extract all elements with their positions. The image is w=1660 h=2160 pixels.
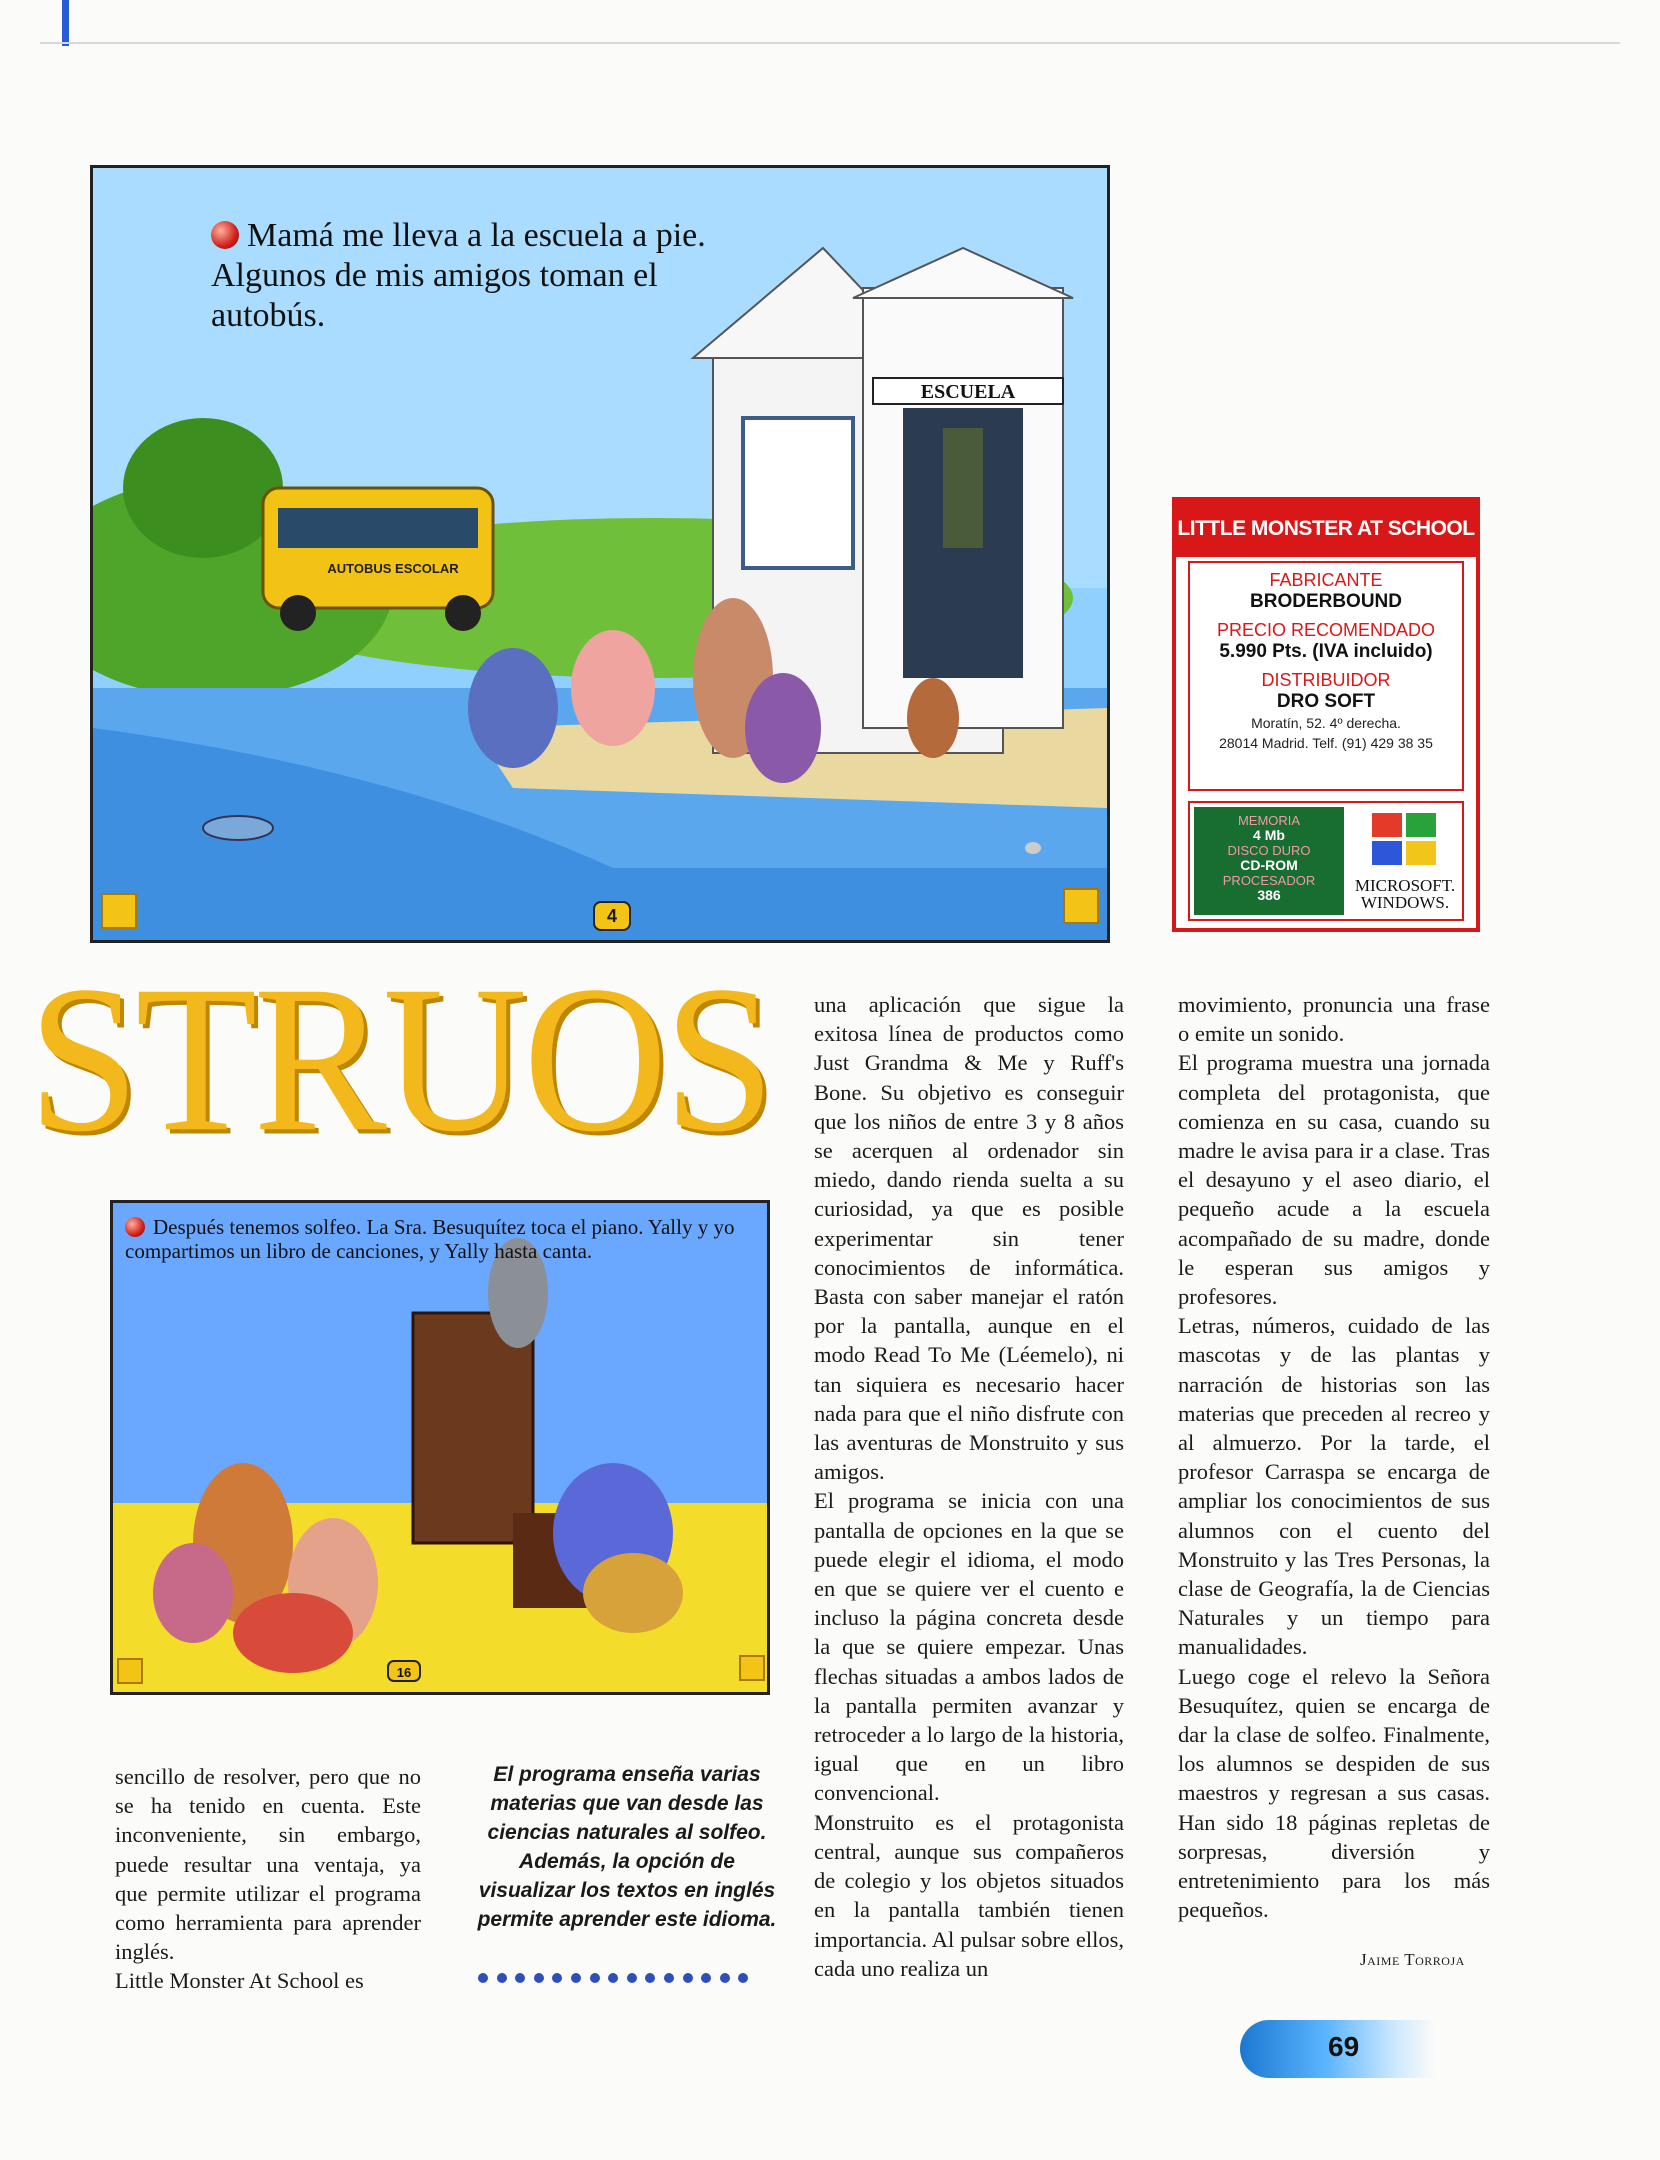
sound-ball-icon-2[interactable]: [125, 1217, 145, 1237]
author-credit: Jaime Torroja: [1360, 1950, 1465, 1969]
article-title-fragment: STRUOS: [28, 943, 771, 1176]
memory-value: 4 Mb: [1253, 827, 1285, 843]
body-column-4: [1178, 990, 1490, 1925]
top-margin-marker: [62, 0, 69, 46]
disk-value: CD-ROM: [1240, 857, 1298, 873]
address-line-1: Moratín, 52. 4º derecha.: [1251, 715, 1401, 731]
memory-label: MEMORIA: [1237, 813, 1301, 828]
page-indicator: 4: [593, 901, 631, 931]
game-screenshot-school: [90, 165, 1110, 943]
sound-ball-icon[interactable]: [211, 221, 239, 249]
requirements-panel: [1194, 807, 1344, 915]
windows-label: [1350, 877, 1460, 911]
bus-sign-text: AUTOBUS ESCOLAR: [327, 561, 459, 576]
distributor-value: DRO SOFT: [1276, 691, 1376, 712]
windows-flag-icon: [1350, 807, 1460, 875]
price-label: PRECIO RECOMENDADO: [1216, 620, 1436, 640]
col1-paragraph-1: sencillo de resolver, pero que no se ha tenido en cuenta. Este inconveniente, sin embargo, puede resultar una ventaja, ya que permite utilizar el programa como herramienta para aprender inglés.: [115, 1764, 421, 1965]
pull-quote-dots: [478, 1970, 778, 1982]
page-number: 69: [1328, 2031, 1360, 2062]
maker-label: FABRICANTE: [1269, 570, 1383, 590]
col4-paragraph-1: movimiento, pronuncia una frase o emite un sonido.: [1178, 992, 1490, 1047]
maker-value: BRODERBOUND: [1250, 591, 1402, 612]
pull-quote: El programa enseña varias materias que van desde las ciencias naturales al solfeo. Además, la opción de visualizar los textos en inglés permite aprender este idioma.: [477, 1763, 777, 1931]
story-caption: [211, 216, 771, 336]
next-page-arrow-icon[interactable]: [1063, 888, 1099, 924]
col3-paragraph-2: El programa se inicia con una pantalla de opciones en la que se puede elegir el idioma, el modo en que se quiere ver el cuento e incluso la página concreta desde la que se quiere empezar. Unas flechas situadas a ambos lados de la pantalla permiten avanzar y retroceder a lo largo de la historia, igual que en un libro convencional.: [814, 1488, 1124, 1806]
body-column-3: [814, 990, 1124, 1983]
music-class-illustration: [113, 1203, 767, 1692]
os-line-2: WINDOWS.: [1360, 893, 1450, 912]
page-indicator-2: 16: [396, 1665, 412, 1680]
story-caption-2: [125, 1215, 765, 1263]
cpu-label: PROCESADOR: [1222, 873, 1316, 888]
price-value: 5.990 Pts. (IVA incluido): [1219, 641, 1433, 662]
col4-paragraph-3: Letras, números, cuidado de las mascotas y de las plantas y narración de historias son las materias que preceden al recreo y al almuerzo. Por la tarde, el profesor Carraspa se encarga de ampliar los conocimientos de sus alumnos con el cuento del Monstruito y las Tres Personas, la clase de Geografía, la de Ciencias Naturales y un tiempo para manualidades.: [1178, 1313, 1490, 1660]
address-line-2: 28014 Madrid. Telf. (91) 429 38 35: [1219, 735, 1433, 751]
product-info-box: [1172, 497, 1480, 932]
previous-page-arrow-icon-2[interactable]: [117, 1658, 143, 1684]
cpu-value: 386: [1257, 887, 1281, 903]
next-page-arrow-icon-2[interactable]: [739, 1655, 765, 1681]
col4-paragraph-4: Luego coge el relevo la Señora Besuquítez, quien se encarga de dar la clase de solfeo. Finalmente, los alumnos se despiden de sus maestros y regresan a sus casas. Han sido 18 páginas repletas de sorpresas, diversión y entretenimiento para los más pequeños.: [1178, 1663, 1490, 1923]
page-number-badge: [1240, 2020, 1435, 2078]
product-details: [1188, 561, 1464, 791]
system-requirements: [1188, 801, 1464, 921]
col3-paragraph-3: Monstruito es el protagonista central, aunque sus compañeros de colegio y los objetos situados en la pantalla también tienen importancia. Al pulsar sobre ellos, cada uno realiza un: [814, 1809, 1124, 1981]
story-caption-text: Mamá me lleva a la escuela a pie. Algunos de mis amigos toman el autobús.: [211, 217, 706, 334]
col3-paragraph-1: una aplicación que sigue la exitosa línea de productos como Just Grandma & Me y Ruff's Bone. Su objetivo es conseguir que los niños de entre 3 y 8 años se acerquen al ordenador sin miedo, dando rienda suelta a su curiosidad, ya que es posible experimentar sin tener conocimientos de informática. Basta con saber manejar el ratón por la pantalla, aunque en el modo Read To Me (Léemelo), ni tan siquiera es necesario hacer nada para que el niño disfrute con las aventuras de Monstruito y sus amigos.: [814, 992, 1124, 1485]
story-caption-2-text: Después tenemos solfeo. La Sra. Besuquítez toca el piano. Yally y yo compartimos un libro de canciones, y Yally hasta canta.: [125, 1215, 735, 1263]
disk-label: DISCO DURO: [1227, 843, 1311, 858]
school-sign-text: ESCUELA: [920, 381, 1016, 403]
os-line-1: MICROSOFT.: [1354, 876, 1456, 895]
top-rule: [40, 42, 1620, 44]
col1-paragraph-2: Little Monster At School es: [115, 1968, 364, 1994]
col4-paragraph-2: El programa muestra una jornada completa del protagonista, que comienza en su casa, cuando su madre le avisa para ir a clase. Tras el desayuno y el aseo diario, el pequeño acude a la escuela acompañado de su madre, donde le esperan sus amigos y profesores.: [1178, 1050, 1490, 1310]
game-screenshot-music-class: [110, 1200, 770, 1695]
info-box-title: LITTLE MONSTER AT SCHOOL: [1176, 501, 1476, 557]
body-column-1: [115, 1762, 421, 1996]
distributor-label: DISTRIBUIDOR: [1261, 670, 1391, 690]
previous-page-arrow-icon[interactable]: [101, 893, 137, 929]
windows-logo: [1350, 807, 1460, 915]
